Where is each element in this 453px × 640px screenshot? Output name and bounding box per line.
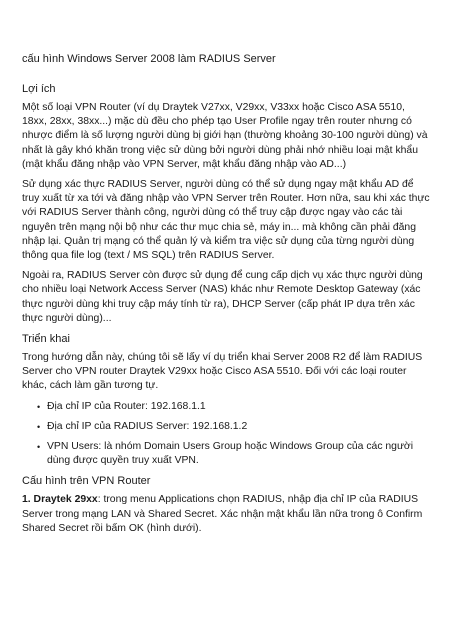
config-step-paragraph [22, 493, 431, 536]
deploy-bullet-list [22, 400, 431, 469]
bullet-icon: • [37, 401, 41, 412]
bullet-text: VPN Users: là nhóm Domain Users Group hoặc Windows Group của các người dùng được quyền truy xuất VPN. [47, 441, 414, 467]
bullet-icon: • [37, 421, 41, 432]
list-item [37, 400, 431, 414]
list-item [37, 420, 431, 434]
config-step-device: Draytek 29xx [30, 494, 98, 506]
list-item [37, 440, 431, 468]
deploy-paragraph-1: Trong hướng dẫn này, chúng tôi sẽ lấy ví dụ triển khai Server 2008 R2 để làm RADIUS Server cho VPN router Draytek V29xx hoặc Cisco ASA 5510. Đối với các loại router khác, cách làm gần tương tự. [22, 352, 423, 392]
bullet-text: Địa chỉ IP của Router: 192.168.1.1 [47, 400, 206, 412]
benefits-paragraph-1: Một số loại VPN Router (ví dụ Draytek V27xx, V29xx, V33xx hoặc Cisco ASA 5510, 18xx, 28xx, 38xx...) mặc dù đều cho phép tạo User Profile ngay trên router nhưng có nhược điểm là số lượng người dùng bị giới hạn (thường khoảng 30-100 người dùng) và nhất là gây khó khăn trong việc sử dùng bởi người dùng phải nhớ nhiều loại mật khẩu (mật khẩu đăng nhập vào VPN Server, mật khẩu đăng nhập vào AD...) [22, 102, 428, 170]
bullet-icon: • [37, 442, 41, 453]
benefits-heading: Lợi ích [22, 83, 56, 95]
deploy-heading: Triển khai [22, 333, 70, 346]
config-step-text: : trong menu Applications chọn RADIUS, nhập địa chỉ IP của RADIUS Server trong mạng LAN và Shared Secret. Xác nhận mật khẩu lần nữa trong ô Confirm Shared Secret rồi bấm OK (hình dưới). [22, 494, 423, 534]
config-step-number: 1. [22, 494, 31, 506]
bullet-text: Địa chỉ IP của RADIUS Server: 192.168.1.2 [47, 420, 248, 432]
document-title: cấu hình Windows Server 2008 làm RADIUS Server [22, 53, 276, 65]
benefits-paragraph-3: Ngoài ra, RADIUS Server còn được sử dụng để cung cấp dịch vụ xác thực người dùng cho nhiều loại Network Access Server (NAS) khác như Remote Desktop Gateway (xác thực người dùng khi truy cập máy tính từ ra), DHCP Server (cấp phát IP dựa trên xác thực người dùng)... [22, 270, 423, 324]
config-heading: Cấu hình trên VPN Router [22, 475, 151, 488]
benefits-paragraph-2: Sử dụng xác thực RADIUS Server, người dùng có thể sử dụng ngay mật khẩu AD để truy xuất từ xa tới và đăng nhập vào VPN Server trên Router. Hơn nữa, sau khi xác thực với RADIUS Server thành công, người dùng có thể truy cập được ngay vào các tài nguyên trên mạng nội bộ như các thư mục chia sẻ, máy in... mà không cần phải đăng nhập lại. Quản trị mạng có thể quản lý và kiểm tra việc sử dụng của từng người dùng thông qua file log (text / MS SQL) trên RADIUS Server. [22, 179, 430, 262]
